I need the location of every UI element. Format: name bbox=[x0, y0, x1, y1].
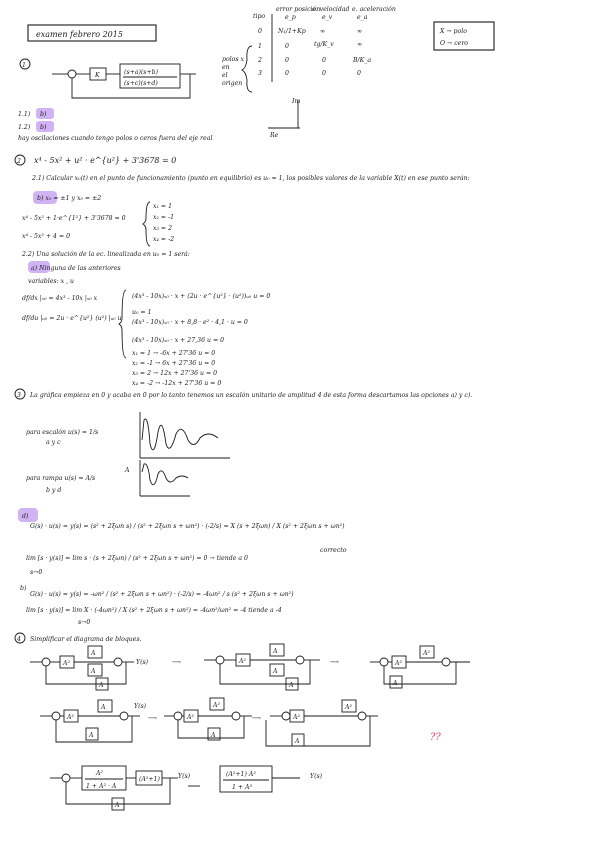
svg-text:para rampa u(s) = A/s: para rampa u(s) = A/s bbox=[26, 475, 96, 482]
error-table bbox=[222, 6, 396, 92]
svg-text:A²: A² bbox=[67, 714, 74, 721]
svg-text:A²: A² bbox=[423, 650, 430, 657]
svg-text:variables: x , u: variables: x , u bbox=[28, 278, 75, 285]
poles-origin-label: polos x bbox=[222, 56, 245, 63]
svg-text:A: A bbox=[99, 682, 104, 689]
svg-text:A: A bbox=[91, 668, 96, 675]
svg-text:(4x³ - 10x)ₓ₀ · x + (2u · e^{u: (4x³ - 10x)ₓ₀ · x + (2u · e^{u²} · (u²))ᵤ₀ u = 0 bbox=[132, 293, 271, 300]
svg-text:A²: A² bbox=[96, 770, 103, 777]
svg-text:Y(s): Y(s) bbox=[134, 703, 147, 710]
svg-text:B/K_a: B/K_a bbox=[353, 57, 372, 64]
svg-text:A: A bbox=[273, 668, 278, 675]
svg-text:e_p: e_p bbox=[285, 14, 296, 21]
table-header-vel: e. velocidad bbox=[312, 6, 350, 13]
svg-text:K: K bbox=[95, 72, 100, 79]
svg-text:A²: A² bbox=[213, 702, 220, 709]
legend-pole: X → polo bbox=[440, 28, 467, 35]
svg-text:Y(s): Y(s) bbox=[136, 659, 149, 666]
svg-text:⟶: ⟶ bbox=[172, 659, 181, 666]
svg-text:⟶: ⟶ bbox=[330, 659, 339, 666]
svg-text:A: A bbox=[89, 732, 94, 739]
section-4-title: Simplificar el diagrama de bloques. bbox=[30, 636, 142, 643]
answer-2-1: b) x₀ = ±1 y x₀ = ±2 bbox=[37, 195, 102, 202]
svg-text:x⁴ - 5x² + 4 = 0: x⁴ - 5x² + 4 = 0 bbox=[22, 233, 71, 240]
svg-text:Im: Im bbox=[292, 98, 301, 105]
svg-text:A: A bbox=[273, 648, 278, 655]
block-diagram-3 bbox=[370, 646, 470, 688]
legend-zero: O → cero bbox=[440, 40, 469, 47]
svg-text:0: 0 bbox=[285, 57, 289, 64]
block-numerator: (s+a)(s+b) bbox=[124, 69, 159, 76]
svg-text:A: A bbox=[393, 680, 398, 687]
svg-text:a y c: a y c bbox=[46, 439, 61, 446]
final-numerator: (A²+1) A² bbox=[226, 771, 256, 778]
table-header-acc: e. aceleración bbox=[352, 6, 396, 13]
section-4 bbox=[15, 633, 470, 810]
svg-text:1.1): 1.1) bbox=[18, 111, 31, 118]
svg-text:∞: ∞ bbox=[357, 41, 363, 48]
svg-text:lim [s · y(s)] = lim X · (-4ωn: lim [s · y(s)] = lim X · (-4ωn²) / X (s² + 2ξωn s + ωn²) = -4ωn²/ωn² = -4 tiende a -4 bbox=[26, 607, 282, 614]
svg-text:∞: ∞ bbox=[320, 28, 326, 35]
svg-text:x⁴ - 5x² + 1·e^{1²} + 3'3678 =: x⁴ - 5x² + 1·e^{1²} + 3'3678 = 0 bbox=[22, 215, 126, 222]
svg-text:0: 0 bbox=[285, 70, 289, 77]
svg-text:∞: ∞ bbox=[357, 28, 363, 35]
svg-text:A: A bbox=[125, 467, 130, 474]
svg-text:e_v: e_v bbox=[322, 14, 333, 21]
svg-text:N₁/1+Kp: N₁/1+Kp bbox=[278, 28, 306, 35]
block-diagram-final bbox=[50, 766, 323, 810]
svg-text:(A²+1): (A²+1) bbox=[139, 776, 160, 783]
transfer-function-b: G(s) · u(s) = y(s) = -ωn² / (s² + 2ξωn s + ωn²) · (-2/s) = -4ωn² / s (s² + 2ξωn s + ωn²) bbox=[30, 591, 294, 598]
svg-text:Y(s): Y(s) bbox=[178, 773, 191, 780]
block-denominator: (s+c)(s+d) bbox=[124, 80, 158, 87]
question-marks: ?? bbox=[430, 732, 441, 743]
svg-text:2: 2 bbox=[17, 158, 21, 165]
svg-text:b y d: b y d bbox=[46, 487, 62, 494]
svg-text:0: 0 bbox=[357, 70, 361, 77]
svg-text:0: 0 bbox=[285, 43, 289, 50]
svg-text:e_a: e_a bbox=[357, 14, 368, 21]
question-2-1: 2.1) Calcular x₀(t) en el punto de funcionamiento (punto en equilibrio) es u₀ = 1, los posibles valores de la variable X(t) en ese punto serán: bbox=[32, 175, 470, 182]
answer-1-2: b) bbox=[40, 124, 47, 131]
svg-text:s→0: s→0 bbox=[30, 569, 43, 576]
block-diagram-6 bbox=[266, 700, 378, 746]
table-header-type: tipo bbox=[253, 13, 266, 20]
svg-text:0: 0 bbox=[258, 28, 262, 35]
svg-text:⟶: ⟶ bbox=[148, 715, 157, 722]
svg-text:1: 1 bbox=[22, 62, 26, 69]
question-2-2: 2.2) Una solución de la ec. linealizada en u₀ = 1 será: bbox=[22, 251, 190, 258]
section-2 bbox=[15, 155, 470, 387]
svg-text:tg/K_v: tg/K_v bbox=[314, 41, 334, 48]
svg-text:(4x³ - 10x)ₓ₀ · x + 8,8 · e² ·: (4x³ - 10x)ₓ₀ · x + 8,8 · e² · 4,1 · u = 0 bbox=[132, 319, 248, 326]
svg-text:origen: origen bbox=[222, 80, 243, 87]
svg-text:x₄ = -2: x₄ = -2 bbox=[153, 236, 175, 243]
section-3 bbox=[15, 389, 472, 626]
svg-text:3: 3 bbox=[258, 70, 262, 77]
table-header-pos: error posición bbox=[276, 6, 321, 13]
svg-text:x₃ = 2: x₃ = 2 bbox=[153, 225, 173, 232]
svg-text:Re: Re bbox=[270, 132, 279, 139]
svg-text:A²: A² bbox=[187, 714, 194, 721]
svg-text:el: el bbox=[222, 72, 228, 79]
svg-text:(4x³ - 10x)ₓ₀ · x + 27,36 u =: (4x³ - 10x)ₓ₀ · x + 27,36 u = 0 bbox=[132, 337, 225, 344]
svg-text:x₃ = 2 → 12x + 27'36 u = 0: x₃ = 2 → 12x + 27'36 u = 0 bbox=[132, 370, 218, 377]
svg-text:x₁ = 1: x₁ = 1 bbox=[153, 203, 173, 210]
answer-1-1: b) bbox=[40, 111, 47, 118]
svg-text:x₂ = -1: x₂ = -1 bbox=[153, 214, 175, 221]
svg-text:A: A bbox=[115, 802, 120, 809]
svg-text:A²: A² bbox=[63, 660, 70, 667]
nonlinear-equation: x⁴ - 5x² + u² · e^{u²} + 3'3678 = 0 bbox=[34, 156, 177, 165]
svg-text:2: 2 bbox=[258, 57, 262, 64]
svg-text:x₁ = 1 → -6x + 27'36 u = 0: x₁ = 1 → -6x + 27'36 u = 0 bbox=[132, 350, 216, 357]
svg-text:3: 3 bbox=[17, 392, 21, 399]
svg-text:lim [s · y(s)] = lim s · (s +: lim [s · y(s)] = lim s · (s + 2ξωn) / (s² + 2ξωn s + ωn²) = 0 → tiende a 0 bbox=[26, 555, 248, 562]
block-diagram-1 bbox=[30, 646, 181, 690]
oscillation-note: hay oscilaciones cuando tengo polos o ceros fuera del eje real bbox=[18, 135, 213, 142]
section-3-intro: La gráfica empieza en 0 y acaba en 0 por lo tanto tenemos un escalón unitario de amplitud 4 de esta forma descartamos las opciones a) y c). bbox=[30, 392, 473, 399]
svg-text:⟶: ⟶ bbox=[252, 715, 261, 722]
svg-text:4: 4 bbox=[17, 636, 21, 643]
svg-text:x₄ = -2 → -12x + 27'36 u = 0: x₄ = -2 → -12x + 27'36 u = 0 bbox=[132, 380, 222, 387]
svg-text:A: A bbox=[101, 704, 106, 711]
pole-zero-legend bbox=[434, 22, 494, 50]
svg-text:A²: A² bbox=[345, 704, 352, 711]
exam-title-box bbox=[28, 25, 156, 41]
svg-text:df/dx |ₓ₀ = 4x³ - 10x |ₓ₀ x: df/dx |ₓ₀ = 4x³ - 10x |ₓ₀ x bbox=[22, 295, 98, 302]
svg-text:A: A bbox=[295, 738, 300, 745]
svg-text:0: 0 bbox=[322, 57, 326, 64]
svg-text:df/du |ᵤ₀ = 2u · e^{u²} (u²) |: df/du |ᵤ₀ = 2u · e^{u²} (u²) |ᵤ₀ u bbox=[22, 315, 122, 322]
svg-text:s→0: s→0 bbox=[78, 619, 91, 626]
svg-text:correcto: correcto bbox=[320, 547, 347, 554]
svg-text:u₀ = 1: u₀ = 1 bbox=[132, 309, 152, 316]
svg-text:A: A bbox=[289, 682, 294, 689]
final-denominator: 1 + A³ bbox=[232, 784, 253, 791]
svg-text:A²: A² bbox=[395, 660, 402, 667]
svg-text:A: A bbox=[91, 650, 96, 657]
svg-text:A²: A² bbox=[239, 658, 246, 665]
svg-text:A: A bbox=[211, 732, 216, 739]
transfer-function-d: G(s) · u(s) = y(s) = (s² + 2ξωn s) / (s² + 2ξωn s + ωn²) · (-2/s) = X (s + 2ξωn) / X (s² + 2ξωn s + ωn²) bbox=[30, 523, 345, 530]
block-diagram-5 bbox=[164, 698, 261, 740]
svg-text:para escalón u(s) = 1/s: para escalón u(s) = 1/s bbox=[26, 429, 99, 436]
svg-text:Y(s): Y(s) bbox=[310, 773, 323, 780]
svg-text:en: en bbox=[222, 64, 230, 71]
svg-text:1: 1 bbox=[258, 43, 262, 50]
svg-text:A²: A² bbox=[293, 714, 300, 721]
svg-text:1 + A² · A: 1 + A² · A bbox=[86, 783, 117, 790]
svg-text:b): b) bbox=[20, 585, 27, 592]
exam-title: examen febrero 2015 bbox=[36, 30, 123, 39]
block-diagram-2 bbox=[204, 644, 339, 690]
svg-text:1.2): 1.2) bbox=[18, 124, 31, 131]
answer-3-d: d) bbox=[22, 513, 29, 520]
svg-text:x₂ = -1 → 6x + 27'36 u = 0: x₂ = -1 → 6x + 27'36 u = 0 bbox=[132, 360, 216, 367]
svg-text:0: 0 bbox=[322, 70, 326, 77]
answer-2-2: a) Ninguna de las anteriores bbox=[31, 265, 121, 272]
block-diagram-4 bbox=[40, 700, 157, 742]
